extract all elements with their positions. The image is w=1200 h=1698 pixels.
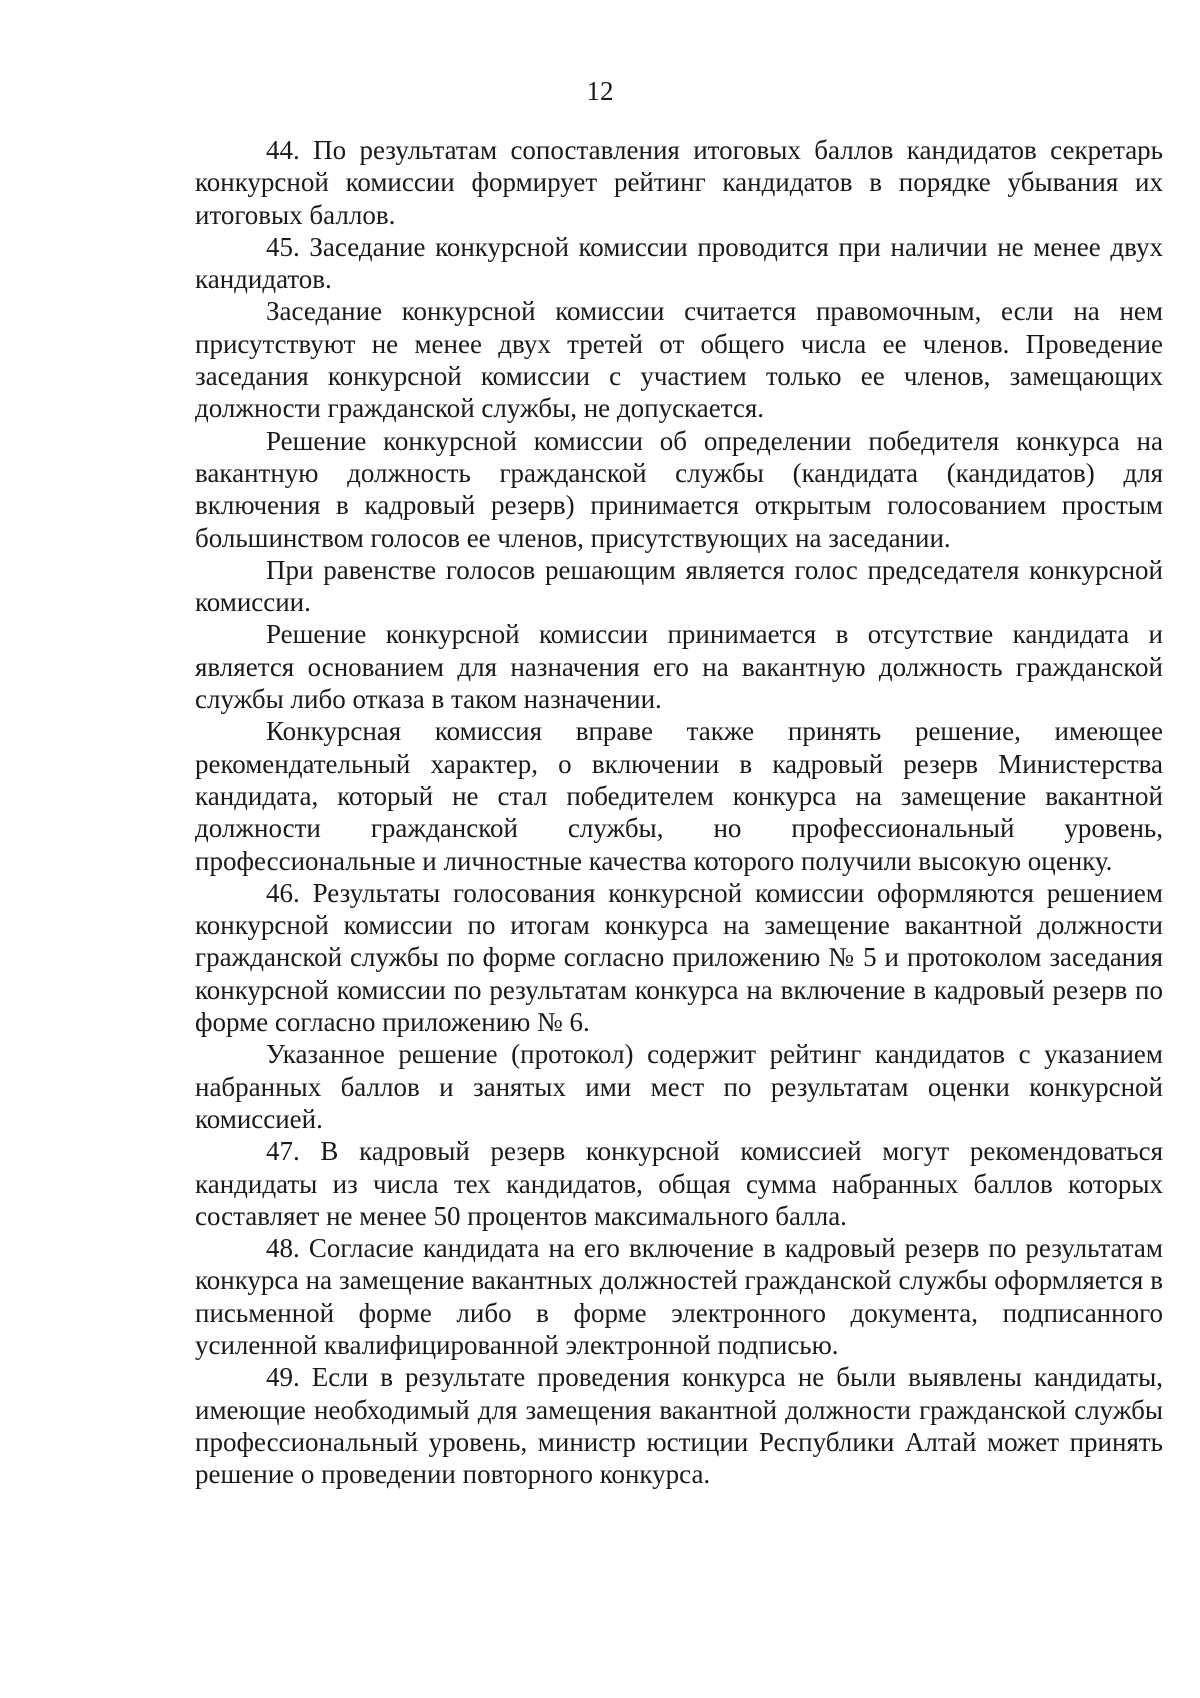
paragraph-45-tie-vote: При равенстве голосов решающим является голос председателя конкурсной комиссии.: [195, 554, 1163, 618]
paragraph-44: 44. По результатам сопоставления итоговых баллов кандидатов секретарь конкурсной комиссии формирует рейтинг кандидатов в порядке убывания их итоговых баллов.: [195, 135, 1163, 230]
paragraph-45-recommendation: Конкурсная комиссия вправе также принять решение, имеющее рекомендательный характер, о включении в кадровый резерв Министерства кандидата, который не стал победителем конкурса на замещение вакантной должности гражданской службы, но профессиональный уровень, профессиональные и личностные качества которого получили высокую оценку.: [195, 716, 1163, 876]
paragraph-47: 47. В кадровый резерв конкурсной комиссией могут рекомендоваться кандидаты из числа тех кандидатов, общая сумма набранных баллов которых составляет не менее 50 процентов максимального балла.: [195, 1136, 1163, 1231]
paragraph-46: 46. Результаты голосования конкурсной комиссии оформляются решением конкурсной комиссии по итогам конкурса на замещение вакантной должности гражданской службы по форме согласно приложению № 5 и протоколом заседания конкурсной комиссии по результатам конкурса на включение в кадровый резерв по форме согласно приложению № 6.: [195, 877, 1163, 1038]
paragraph-45-quorum: Заседание конкурсной комиссии считается правомочным, если на нем присутствуют не менее двух третей от общего числа ее членов. Проведение заседания конкурсной комиссии с участием только ее членов, замещающих должности гражданской службы, не допускается.: [195, 296, 1163, 424]
paragraph-45: 45. Заседание конкурсной комиссии проводится при наличии не менее двух кандидатов.: [195, 231, 1163, 295]
page-number: 12: [586, 76, 614, 106]
document-body: [195, 134, 1163, 1490]
paragraph-45-absence: Решение конкурсной комиссии принимается в отсутствие кандидата и является основанием для назначения его на вакантную должность гражданской службы либо отказа в таком назначении.: [195, 619, 1163, 715]
paragraph-49: 49. Если в результате проведения конкурса не были выявлены кандидаты, имеющие необходимый для замещения вакантной должности гражданской службы профессиональный уровень, министр юстиции Республики Алтай может принять решение о проведении повторного конкурса.: [195, 1362, 1163, 1490]
paragraph-45-decision: Решение конкурсной комиссии об определении победителя конкурса на вакантную должность гражданской службы (кандидата (кандидатов) для включения в кадровый резерв) принимается открытым голосованием простым большинством голосов ее членов, присутствующих на заседании.: [195, 425, 1163, 553]
paragraph-46-rating: Указанное решение (протокол) содержит рейтинг кандидатов с указанием набранных баллов и занятых ими мест по результатам оценки конкурсной комиссией.: [195, 1039, 1163, 1134]
paragraph-48: 48. Согласие кандидата на его включение в кадровый резерв по результатам конкурса на замещение вакантных должностей гражданской службы оформляется в письменной форме либо в форме электронного документа, подписанного усиленной квалифицированной электронной подписью.: [195, 1233, 1163, 1360]
